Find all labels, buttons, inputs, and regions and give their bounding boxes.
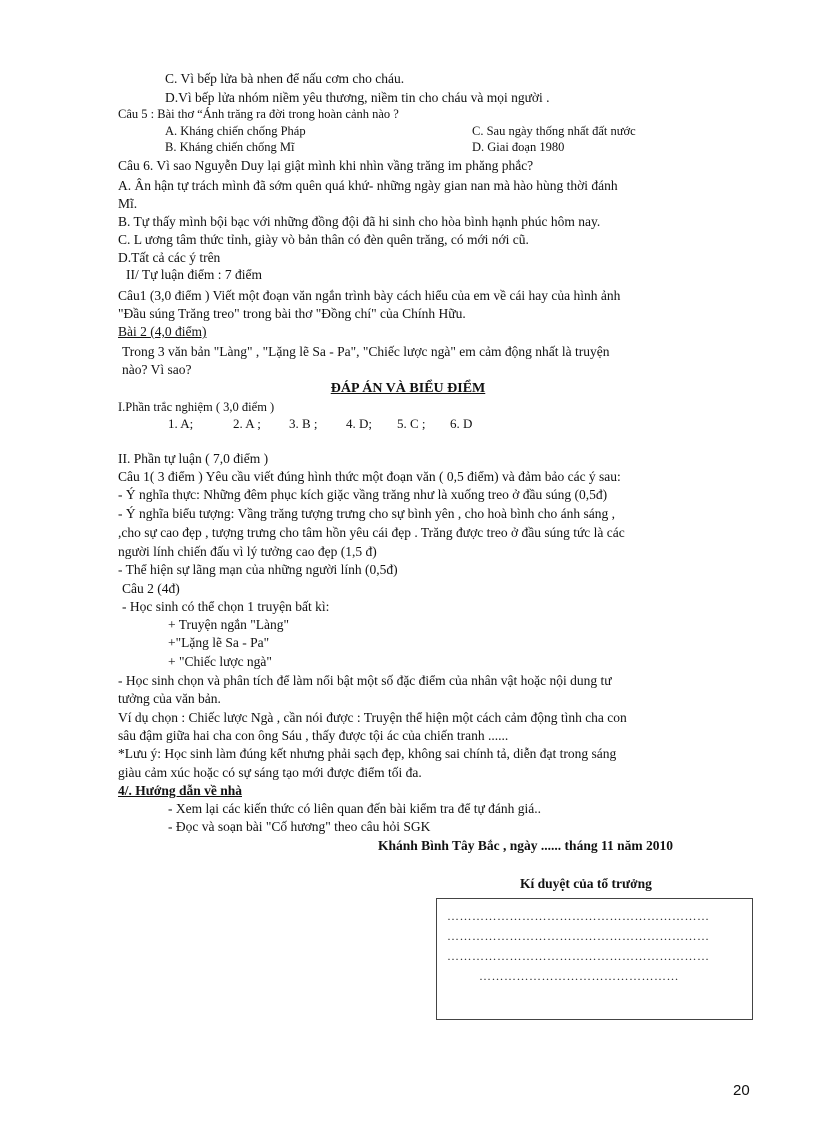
answer-c1-line1: - Ý nghĩa thực: Những đêm phục kích giặc vầng trăng như là xuống treo ở đầu súng (0,5đ) bbox=[118, 487, 608, 502]
q5-option-b: B. Kháng chiến chống Mĩ bbox=[165, 140, 295, 154]
place-date: Khánh Bình Tây Bắc , ngày ...... tháng 11 năm 2010 bbox=[378, 838, 673, 853]
essay-q2-line2: nào? Vì sao? bbox=[122, 362, 192, 377]
signature-dots-4: ………………………………………… bbox=[479, 969, 679, 983]
answer-c2-note-line2: giàu cảm xúc hoặc có sự sáng tạo mới được điểm tối đa. bbox=[118, 765, 422, 780]
answer-c2-line1: - Học sinh có thể chọn 1 truyện bất kì: bbox=[122, 599, 330, 614]
page-number: 20 bbox=[733, 1082, 750, 1099]
q6-option-d: D.Tất cả các ý trên bbox=[118, 250, 221, 265]
question-5: Câu 5 : Bài thơ “Ánh trăng ra đời trong hoàn cảnh nào ? bbox=[118, 107, 399, 121]
approval-label: Kí duyệt của tổ trưởng bbox=[520, 876, 652, 891]
essay-q2-line1: Trong 3 văn bản "Làng" , "Lặng lẽ Sa - Pa", "Chiếc lược ngà" em cảm động nhất là truyện bbox=[122, 344, 610, 359]
answer-key-title: ĐÁP ÁN VÀ BIỂU ĐIỂM bbox=[330, 381, 486, 396]
homework-heading: 4/. Hướng dẫn về nhà bbox=[118, 783, 242, 798]
essay-q2-heading bbox=[118, 323, 206, 340]
answer-c2-line5: sâu đậm giữa hai cha con ông Sáu , thấy được tội ác của chiến tranh ...... bbox=[118, 728, 509, 743]
q5-option-a: A. Kháng chiến chống Pháp bbox=[165, 124, 306, 138]
q6-option-b: B. Tự thấy mình bội bạc với những đồng đội đã hi sinh cho hòa bình hạnh phúc hôm nay. bbox=[118, 214, 601, 229]
answer-4: 4. D; bbox=[346, 416, 372, 431]
essay-q1-line1: Câu1 (3,0 điểm ) Viết một đoạn văn ngắn trình bày cách hiểu của em về cái hay của hình ảnh bbox=[118, 288, 621, 303]
answer-5: 5. C ; bbox=[397, 416, 426, 431]
answer-3: 3. B ; bbox=[289, 416, 318, 431]
signature-dots-3: ……………………………………………………… bbox=[447, 949, 710, 963]
signature-box bbox=[436, 898, 753, 1020]
q6-option-a-line1: A. Ân hận tự trách mình đã sớm quên quá khứ- những ngày gian nan mà hào hùng thời đánh bbox=[118, 178, 618, 193]
answer-c1-line5: - Thể hiện sự lãng mạn của những người lính (0,5đ) bbox=[118, 562, 398, 577]
essay-q2-heading-text: Bài 2 (4,0 điểm) bbox=[118, 324, 207, 339]
signature-dots-2: ……………………………………………………… bbox=[447, 929, 710, 943]
answer-2: 2. A ; bbox=[233, 416, 261, 431]
answer-c1-line4: người lính chiến đấu vì lý tưởng cao đẹp (1,5 đ) bbox=[118, 544, 377, 559]
q5-option-c: C. Sau ngày thống nhất đất nước bbox=[472, 124, 636, 138]
part2-heading: II/ Tự luận điểm : 7 điểm bbox=[126, 267, 263, 282]
answer-c1-heading: Câu 1( 3 điểm ) Yêu cầu viết đúng hình thức một đoạn văn ( 0,5 điểm) và đảm bảo các ý sau: bbox=[118, 469, 621, 484]
answer-c2-story-3: + "Chiếc lược ngà" bbox=[168, 654, 272, 669]
answer-part2-heading: II. Phần tự luận ( 7,0 điểm ) bbox=[118, 451, 269, 466]
answer-1: 1. A; bbox=[168, 416, 194, 431]
answer-c2-line2: - Học sinh chọn và phân tích để làm nổi bật một số đặc điểm của nhân vật hoặc nội dung tư bbox=[118, 673, 612, 688]
q6-option-a-line2: Mĩ. bbox=[118, 196, 138, 211]
answer-c2-note-line1: *Lưu ý: Học sinh làm đúng kết nhưng phải sạch đẹp, không sai chính tả, diễn đạt trong sáng bbox=[118, 746, 617, 761]
signature-dots-1: ……………………………………………………… bbox=[447, 909, 710, 923]
answer-c1-line2: - Ý nghĩa biểu tượng: Vầng trăng tượng trưng cho sự bình yên , cho hoà bình cho ánh sáng , bbox=[118, 506, 615, 521]
answer-c2-story-1: + Truyện ngắn "Làng" bbox=[168, 617, 290, 632]
question-6: Câu 6. Vì sao Nguyễn Duy lại giật mình khi nhìn vầng trăng im phăng phắc? bbox=[118, 158, 534, 173]
answer-c1-line3: ,cho sự cao đẹp , tượng trưng cho tâm hồn yêu cái đẹp . Trăng được treo ở đầu súng tức là các bbox=[118, 525, 625, 540]
answer-c2-heading: Câu 2 (4đ) bbox=[122, 581, 180, 596]
homework-line2: - Đọc và soạn bài "Cố hương" theo câu hỏi SGK bbox=[168, 819, 431, 834]
answer-c2-story-2: +"Lặng lẽ Sa - Pa" bbox=[168, 635, 270, 650]
homework-line1: - Xem lại các kiến thức có liên quan đến bài kiểm tra để tự đánh giá.. bbox=[168, 801, 541, 816]
q5-option-d: D. Giai đoạn 1980 bbox=[472, 140, 565, 154]
essay-q1-line2: "Đầu súng Trăng treo" trong bài thơ "Đồng chí" của Chính Hữu. bbox=[118, 306, 466, 321]
q4-option-d: D.Vì bếp lửa nhóm niềm yêu thương, niềm tin cho cháu và mọi người . bbox=[165, 90, 550, 105]
q4-option-c: C. Vì bếp lửa bà nhen để nấu cơm cho cháu. bbox=[165, 71, 405, 86]
answer-part1-heading: I.Phần trắc nghiệm ( 3,0 điểm ) bbox=[118, 400, 275, 414]
q6-option-c: C. L ương tâm thức tỉnh, giày vò bản thân có đèn quên trăng, có mới nới cũ. bbox=[118, 232, 529, 247]
answer-6: 6. D bbox=[450, 416, 473, 431]
answer-c2-line4: Ví dụ chọn : Chiếc lược Ngà , cần nói được : Truyện thể hiện một cách cảm động tình cha con bbox=[118, 710, 627, 725]
answer-c2-line3: tưởng của văn bản. bbox=[118, 691, 221, 706]
